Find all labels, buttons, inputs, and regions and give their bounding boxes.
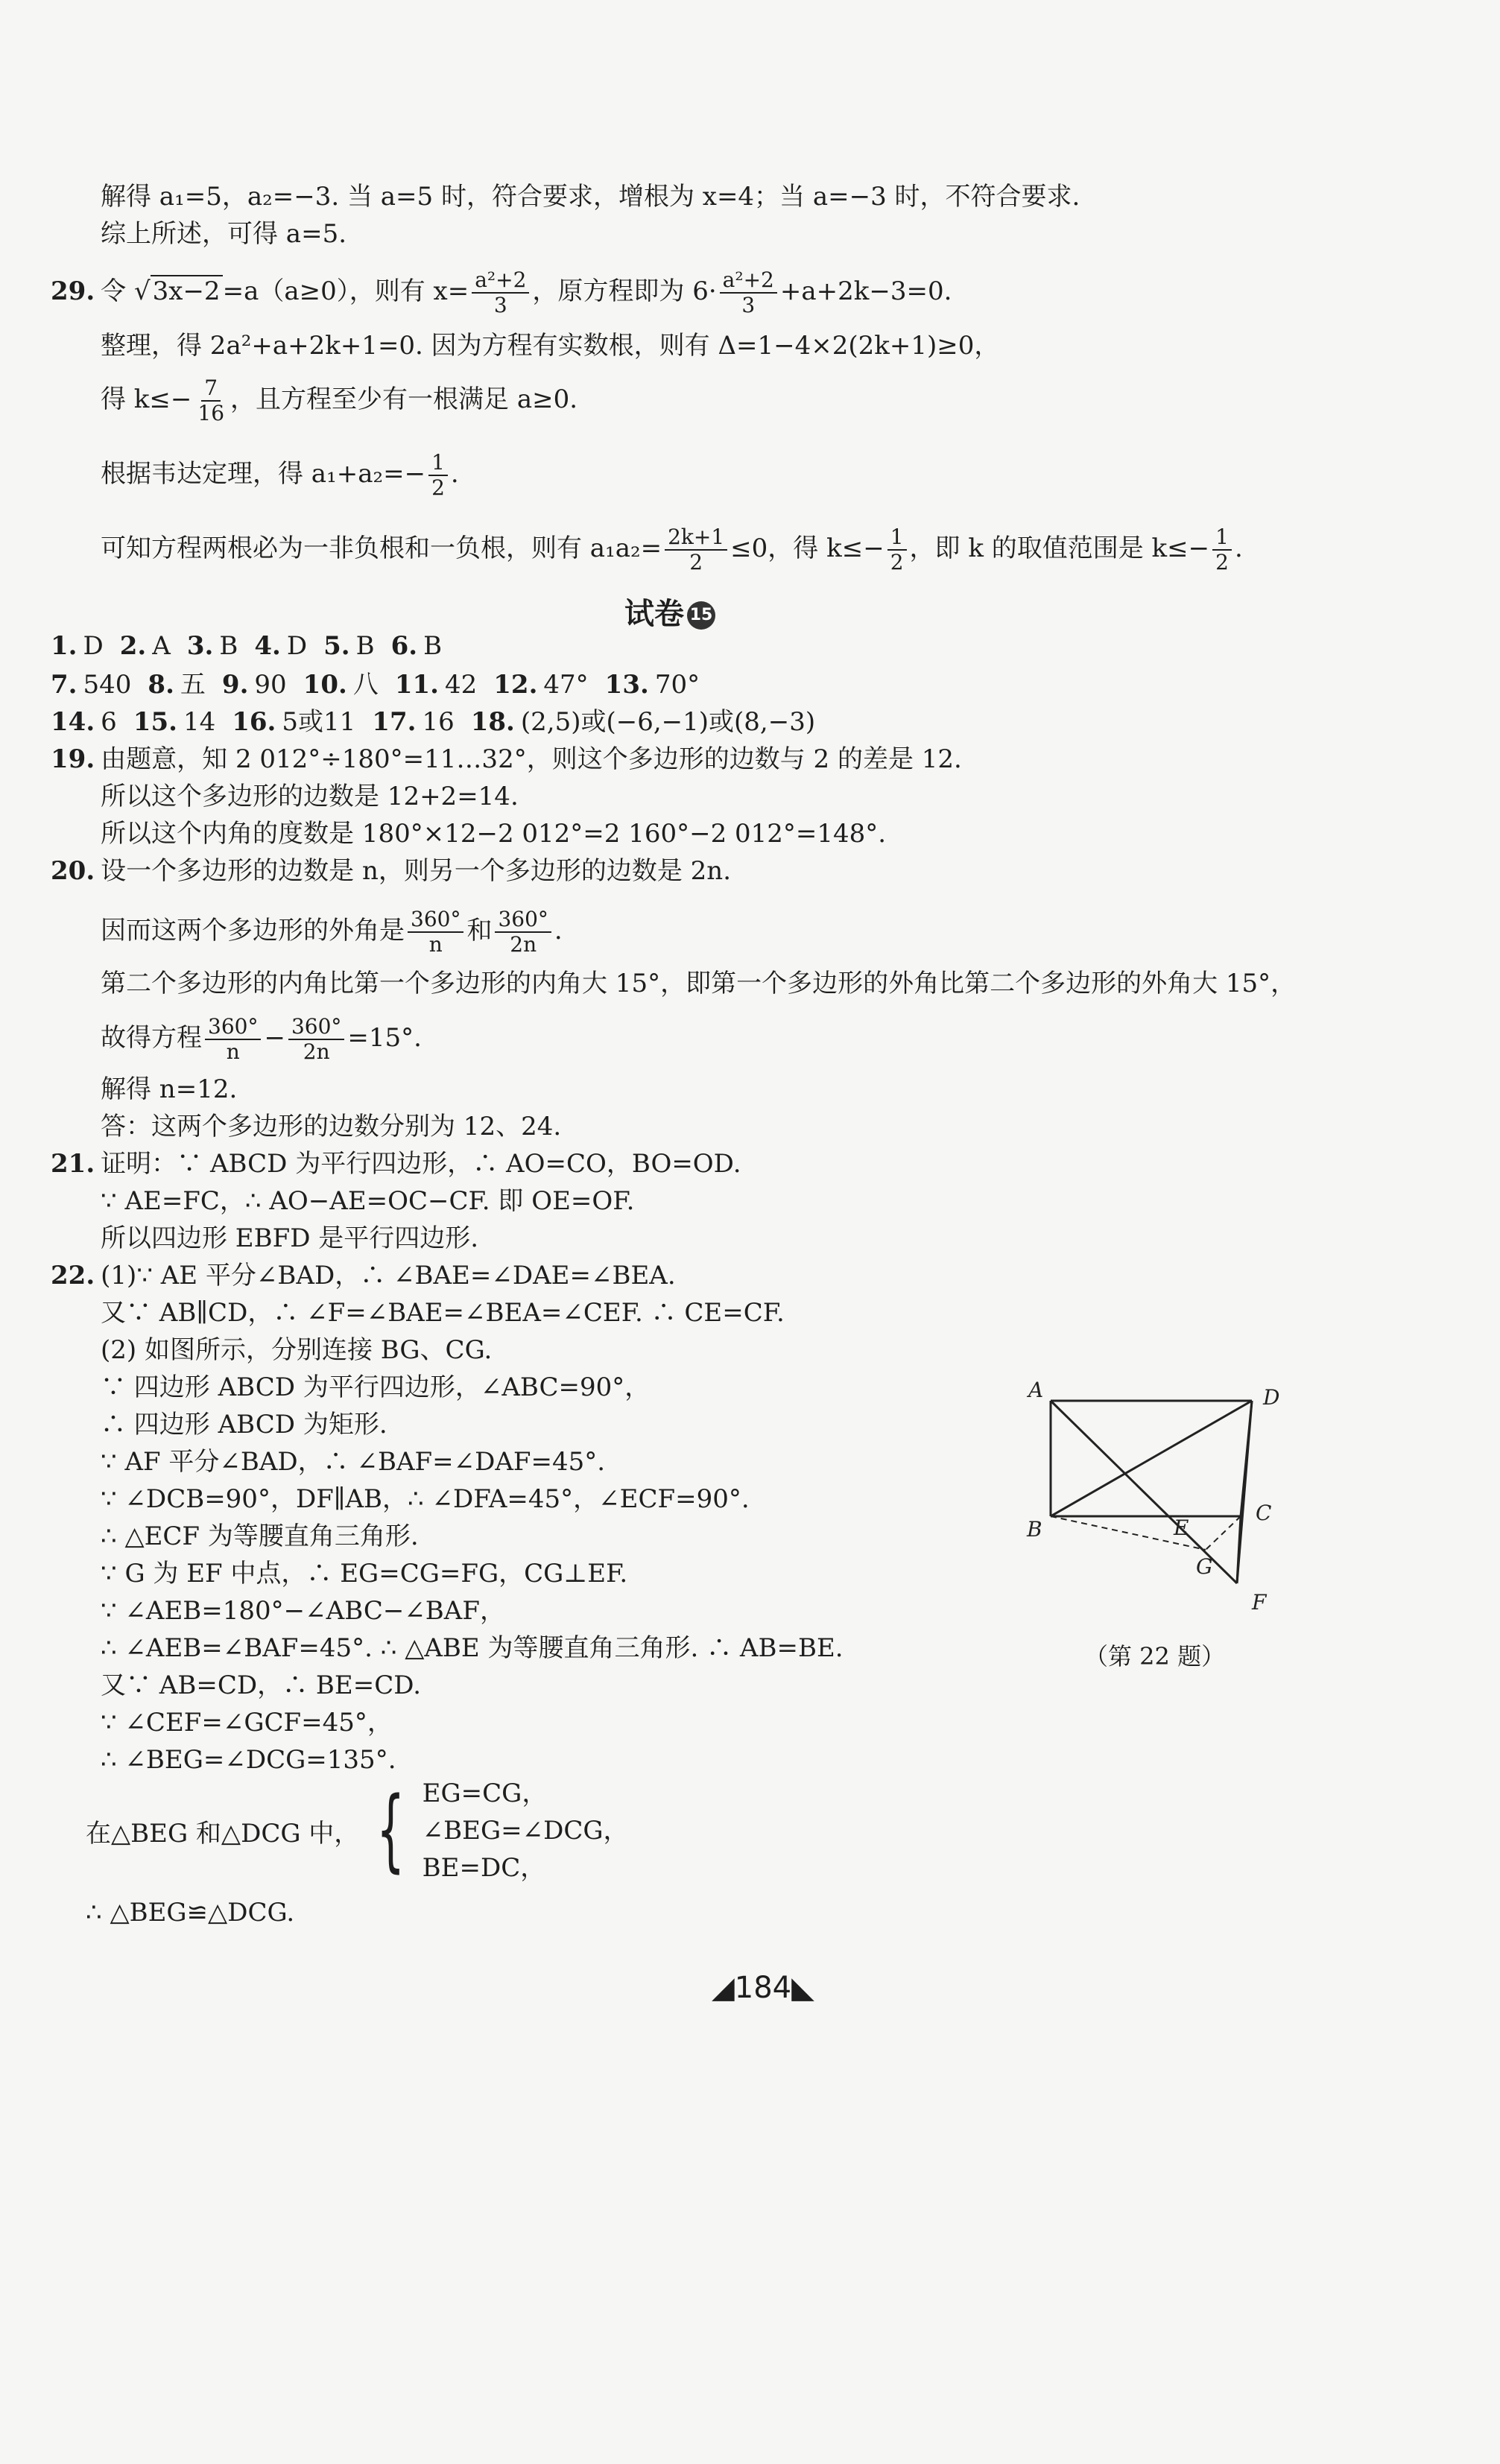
answer-item: [605, 670, 700, 700]
fraction: $\frac{360^\circ}{2n}$: [288, 1015, 344, 1064]
section-number-badge: 15: [687, 601, 715, 630]
answer-number: 18.: [470, 707, 515, 737]
text-line: ∴ 四边形 ABCD 为矩形.: [101, 1410, 387, 1440]
equation-system: 在△BEG 和△DCG 中， { EG=CG， ∠BEG=∠DCG， BE=DC，: [86, 1775, 629, 1887]
text-line: 故得方程 $\frac{360^\circ}{n}$ − $\frac{360^\circ}{2n}$ =15°.: [101, 1014, 422, 1064]
text-line: 又∵ AB=CD，∴ BE=CD.: [101, 1670, 422, 1700]
question-number: 29.: [51, 276, 95, 306]
answer-number: 4.: [254, 631, 281, 661]
fraction: $\frac{1}{2}$: [428, 451, 448, 500]
answer-value: 14: [183, 707, 216, 737]
label-G: G: [1196, 1554, 1213, 1579]
answer-number: 5.: [323, 631, 350, 661]
answer-item: [471, 707, 815, 737]
answer-number: 13.: [604, 670, 649, 700]
answer-value: 5或11: [282, 707, 356, 737]
question-20: 20. 设一个多边形的边数是 n，则另一个多边形的边数是 2n.: [51, 856, 732, 886]
geometry-figure: [1013, 1371, 1297, 1642]
answer-item: [395, 670, 477, 700]
answer-number: 6.: [390, 631, 418, 661]
text-line: ∴ ∠AEB=∠BAF=45°. ∴ △ABE 为等腰直角三角形. ∴ AB=BE.: [101, 1633, 844, 1663]
answer-value: 70°: [654, 670, 700, 700]
text-line: 可知方程两根必为一非负根和一负根，则有 a₁a₂= $\frac{2k+1}{2}$ ≤0，得 k≤− $\frac{1}{2}$ ，即 k 的取值范围是 k≤− $\frac{1}{2}$ .: [101, 525, 1243, 574]
question-21: 21. 证明：∵ ABCD 为平行四边形，∴ AO=CO，BO=OD.: [51, 1149, 741, 1179]
answer-value: 47°: [543, 670, 589, 700]
answer-item: [303, 670, 379, 700]
answer-number: 2.: [119, 631, 147, 661]
text-line: 所以这个多边形的边数是 12+2=14.: [101, 782, 519, 811]
answer-number: 1.: [51, 631, 77, 661]
answer-number: 9.: [221, 670, 249, 700]
fraction: $\frac{7}{16}$: [197, 376, 225, 425]
label-F: F: [1252, 1590, 1267, 1615]
label-B: B: [1027, 1517, 1042, 1542]
answer-value: 16: [422, 707, 455, 737]
answer-value: 540: [83, 670, 132, 700]
label-D: D: [1263, 1385, 1280, 1410]
system-line: BE=DC，: [422, 1853, 546, 1883]
text-line: ∵ G 为 EF 中点，∴ EG=CG=FG，CG⊥EF.: [101, 1559, 628, 1589]
text-line: ∴ △ECF 为等腰直角三角形.: [101, 1521, 419, 1551]
answer-item: [232, 707, 355, 737]
answer-number: 16.: [232, 707, 276, 737]
answer-item: [391, 631, 443, 661]
system-line: ∠BEG=∠DCG，: [422, 1816, 629, 1846]
answer-item: [51, 707, 117, 737]
answer-row: [51, 668, 716, 701]
answer-value: 42: [444, 670, 478, 700]
text-line: 解得 n=12.: [101, 1074, 238, 1104]
text-line: 又∵ AB∥CD，∴ ∠F=∠BAE=∠BEA=∠CEF. ∴ CE=CF.: [101, 1298, 785, 1328]
system-line: EG=CG，: [422, 1779, 548, 1808]
answer-value: B: [219, 631, 238, 661]
answer-item: [148, 670, 206, 700]
text-line: 解得 a₁=5，a₂=−3. 当 a=5 时，符合要求，增根为 x=4；当 a=−3 时，不符合要求.: [101, 182, 1080, 212]
fraction: $\frac{\text{a²+2}}{3}$: [720, 268, 777, 317]
figure-svg: [1013, 1371, 1297, 1639]
text-line: 得 k≤− $\frac{7}{16}$ ，且方程至少有一根满足 a≥0.: [101, 376, 578, 425]
answer-value: 五: [180, 670, 206, 700]
answer-number: 17.: [372, 707, 417, 737]
answer-item: [51, 670, 131, 700]
answer-row: [51, 630, 458, 662]
answer-item: [222, 670, 287, 700]
text-line: ∵ AE=FC，∴ AO−AE=OC−CF. 即 OE=OF.: [101, 1186, 635, 1216]
text-line: 答：这两个多边形的边数分别为 12、24.: [101, 1112, 562, 1141]
text-line: ∵ 四边形 ABCD 为平行四边形，∠ABC=90°，: [101, 1372, 651, 1402]
answer-item: [51, 631, 104, 661]
text-line: ∵ ∠CEF=∠GCF=45°，: [101, 1708, 393, 1738]
text-line: ∴ ∠BEG=∠DCG=135°.: [101, 1745, 396, 1775]
text-line: 所以四边形 EBFD 是平行四边形.: [101, 1223, 479, 1253]
answer-item: [372, 707, 454, 737]
answer-value: B: [423, 631, 443, 661]
question-19: 19. 由题意，知 2 012°÷180°=11…32°，则这个多边形的边数与 2 的差是 12.: [51, 744, 962, 774]
answer-item: [133, 707, 215, 737]
figure-caption: （第 22 题）: [1084, 1642, 1226, 1670]
text-line: 因而这两个多边形的外角是 $\frac{360^\circ}{n}$ 和 $\frac{360^\circ}{2n}$ .: [101, 907, 563, 957]
answer-row: [51, 706, 832, 738]
label-A: A: [1028, 1378, 1044, 1402]
fraction: $\frac{\text{a²+2}}{3}$: [472, 268, 529, 317]
answer-value: D: [83, 631, 104, 661]
label-C: C: [1256, 1501, 1272, 1525]
section-title: 试卷 15: [624, 590, 715, 633]
text-line: ∵ ∠AEB=180°−∠ABC−∠BAF，: [101, 1596, 505, 1626]
answer-value: A: [152, 631, 171, 661]
answer-value: 6: [101, 707, 117, 737]
text-line: 第二个多边形的内角比第一个多边形的内角大 15°，即第一个多边形的外角比第二个多边形的外角大 15°，: [101, 969, 1297, 998]
sqrt-expr: 3x−2: [151, 275, 223, 306]
answer-number: 8.: [148, 670, 174, 700]
question-29: 29. 令 √3x−2=a（a≥0），则有 x= $\frac{\text{a²+2}}{3}$ ，原方程即为 6· $\frac{\text{a²+2}}{3}$ +a+2k−3=0.: [51, 267, 952, 317]
text-line: ∵ AF 平分∠BAD，∴ ∠BAF=∠DAF=45°.: [101, 1447, 606, 1477]
dashed-segment-CG: [1206, 1516, 1241, 1550]
answer-item: [254, 631, 307, 661]
fraction: $\frac{1}{2}$: [1212, 525, 1232, 574]
text-line: ∵ ∠DCB=90°，DF∥AB，∴ ∠DFA=45°，∠ECF=90°.: [101, 1484, 750, 1514]
fraction: $\frac{360^\circ}{n}$: [205, 1015, 261, 1064]
answer-number: 3.: [186, 631, 214, 661]
answer-item: [187, 631, 238, 661]
answer-value: B: [355, 631, 375, 661]
question-22: 22. (1)∵ AE 平分∠BAD，∴ ∠BAE=∠DAE=∠BEA.: [51, 1261, 676, 1290]
text-line: ∴ △BEG≌△DCG.: [86, 1898, 295, 1928]
answer-number: 7.: [51, 670, 77, 700]
answer-item: [493, 670, 588, 700]
brace: {: [376, 1779, 405, 1882]
page-number: ◢184◣: [712, 1971, 814, 2005]
answer-value: 90: [254, 670, 287, 700]
answer-number: 14.: [51, 707, 95, 737]
fraction: $\frac{360^\circ}{2n}$: [495, 908, 551, 957]
text-line: (2) 如图所示，分别连接 BG、CG.: [101, 1335, 493, 1365]
text-line: 根据韦达定理，得 a₁+a₂=− $\frac{1}{2}$ .: [101, 450, 459, 500]
answer-number: 10.: [303, 670, 347, 700]
fraction: $\frac{2k+1}{2}$: [665, 525, 727, 574]
answer-value: D: [286, 631, 308, 661]
answer-value: (2,5)或(−6,−1)或(8,−3): [520, 707, 816, 737]
answer-value: 八: [352, 670, 379, 700]
text-line: 整理，得 2a²+a+2k+1=0. 因为方程有实数根，则有 Δ=1−4×2(2k+1)≥0，: [101, 331, 1000, 361]
answer-item: [323, 631, 375, 661]
fraction: $\frac{360^\circ}{n}$: [408, 908, 463, 957]
text-line: 所以这个内角的度数是 180°×12−2 012°=2 160°−2 012°=148°.: [101, 819, 887, 849]
fraction: $\frac{1}{2}$: [887, 525, 907, 574]
text-line: 综上所述，可得 a=5.: [101, 219, 347, 249]
answer-number: 11.: [394, 670, 439, 700]
answer-item: [120, 631, 171, 661]
answer-number: 12.: [493, 670, 538, 700]
label-E: E: [1174, 1516, 1189, 1540]
answer-number: 15.: [133, 707, 177, 737]
